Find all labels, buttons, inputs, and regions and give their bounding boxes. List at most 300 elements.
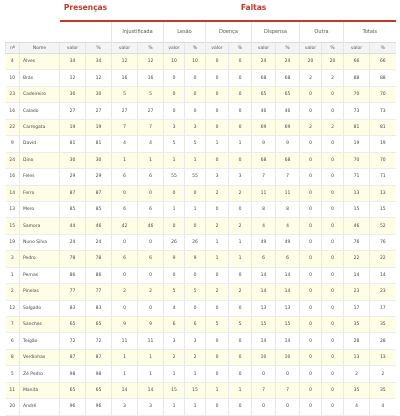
table-row[interactable] xyxy=(6,251,396,267)
cell-injustificada-pct: 6 xyxy=(138,251,164,267)
cell-dispensa-valor: 14 xyxy=(252,284,276,300)
cell-presencas-pct: 87 xyxy=(86,185,112,201)
cell-lesao-pct: 0 xyxy=(185,103,206,119)
cell-lesao-pct: 55 xyxy=(185,169,206,185)
cell-dispensa-pct: 8 xyxy=(276,201,300,217)
cell-totais-pct: 81 xyxy=(370,119,396,135)
sub-header-row xyxy=(6,43,396,54)
cell-dispensa-pct: 65 xyxy=(276,86,300,102)
cell-outra-valor: 2 xyxy=(300,119,322,135)
cell-dispensa-valor: 65 xyxy=(252,86,276,102)
cell-lesao-valor: 4 xyxy=(164,300,185,316)
cell-totais-pct: 2 xyxy=(370,366,396,382)
cell-doenca-valor: 2 xyxy=(206,185,229,201)
cell-injustificada-valor: 11 xyxy=(112,333,138,349)
table-row[interactable] xyxy=(6,382,396,398)
cell-player-name: Dino xyxy=(20,152,60,168)
cell-dispensa-valor: 0 xyxy=(252,366,276,382)
cell-number: 16 xyxy=(6,169,20,185)
cell-injustificada-pct: 1 xyxy=(138,349,164,365)
cell-lesao-valor: 26 xyxy=(164,234,185,250)
cell-doenca-valor: 0 xyxy=(206,366,229,382)
cell-doenca-pct: 0 xyxy=(229,54,252,70)
cell-doenca-valor: 0 xyxy=(206,399,229,415)
cell-totais-pct: 70 xyxy=(370,152,396,168)
cell-totais-pct: 14 xyxy=(370,267,396,283)
table-row[interactable] xyxy=(6,185,396,201)
cell-outra-valor: 0 xyxy=(300,201,322,217)
cell-outra-pct: 0 xyxy=(322,218,344,234)
cell-player-name: Nuno Silva xyxy=(20,234,60,250)
cell-lesao-pct: 1 xyxy=(185,152,206,168)
cell-doenca-pct: 0 xyxy=(229,119,252,135)
cell-number: 3 xyxy=(6,251,20,267)
cell-doenca-pct: 0 xyxy=(229,349,252,365)
cell-outra-pct: 2 xyxy=(322,70,344,86)
cell-dispensa-valor: 24 xyxy=(252,54,276,70)
cell-dispensa-pct: 69 xyxy=(276,119,300,135)
table-row[interactable] xyxy=(6,284,396,300)
table-row[interactable] xyxy=(6,300,396,316)
cell-dispensa-pct: 68 xyxy=(276,152,300,168)
cell-number: 1 xyxy=(6,267,20,283)
cell-doenca-pct: 0 xyxy=(229,152,252,168)
cell-doenca-valor: 0 xyxy=(206,119,229,135)
cell-totais-valor: 23 xyxy=(344,284,370,300)
cell-presencas-valor: 65 xyxy=(60,382,86,398)
cell-dispensa-valor: 13 xyxy=(252,300,276,316)
cell-presencas-valor: 72 xyxy=(60,333,86,349)
cell-dispensa-valor: 14 xyxy=(252,333,276,349)
cell-totais-pct: 23 xyxy=(370,284,396,300)
cell-totais-valor: 66 xyxy=(344,54,370,70)
cell-injustificada-valor: 12 xyxy=(112,54,138,70)
cell-injustificada-valor: 6 xyxy=(112,251,138,267)
cell-doenca-pct: 0 xyxy=(229,103,252,119)
cell-presencas-valor: 24 xyxy=(60,234,86,250)
cell-dispensa-valor: 6 xyxy=(252,251,276,267)
cell-lesao-valor: 0 xyxy=(164,70,185,86)
cell-number: 7 xyxy=(6,317,20,333)
cell-presencas-pct: 34 xyxy=(86,54,112,70)
cell-injustificada-pct: 0 xyxy=(138,300,164,316)
table-row[interactable] xyxy=(6,267,396,283)
cell-outra-valor: 0 xyxy=(300,251,322,267)
cell-injustificada-pct: 6 xyxy=(138,169,164,185)
cell-dispensa-valor: 0 xyxy=(252,399,276,415)
cell-presencas-pct: 24 xyxy=(86,234,112,250)
cell-dispensa-pct: 49 xyxy=(276,234,300,250)
cell-dispensa-pct: 14 xyxy=(276,284,300,300)
cell-lesao-valor: 15 xyxy=(164,382,185,398)
cell-presencas-pct: 96 xyxy=(86,399,112,415)
table-row[interactable] xyxy=(6,103,396,119)
table-row[interactable] xyxy=(6,201,396,217)
table-row[interactable] xyxy=(6,234,396,250)
cell-totais-pct: 4 xyxy=(370,399,396,415)
cell-outra-pct: 0 xyxy=(322,152,344,168)
table-row[interactable] xyxy=(6,54,396,70)
cell-presencas-valor: 98 xyxy=(60,366,86,382)
cell-lesao-valor: 0 xyxy=(164,218,185,234)
cell-lesao-pct: 15 xyxy=(185,382,206,398)
category-doenca[interactable]: Doença xyxy=(206,21,252,43)
table-row[interactable] xyxy=(6,333,396,349)
cell-totais-valor: 35 xyxy=(344,317,370,333)
cell-outra-pct: 0 xyxy=(322,267,344,283)
cell-dispensa-valor: 11 xyxy=(252,185,276,201)
cell-dispensa-pct: 7 xyxy=(276,382,300,398)
cell-doenca-valor: 0 xyxy=(206,103,229,119)
group-header-presencas[interactable]: Presenças xyxy=(60,3,112,21)
cell-number: 14 xyxy=(6,185,20,201)
table-row[interactable] xyxy=(6,169,396,185)
cell-presencas-valor: 87 xyxy=(60,185,86,201)
cell-totais-pct: 70 xyxy=(370,86,396,102)
cell-outra-pct: 0 xyxy=(322,86,344,102)
table-body xyxy=(6,54,396,416)
column-header-dispensa-pct[interactable]: % xyxy=(276,43,300,54)
cell-totais-valor: 70 xyxy=(344,152,370,168)
cell-dispensa-valor: 8 xyxy=(252,201,276,217)
cell-doenca-valor: 2 xyxy=(206,218,229,234)
cell-outra-pct: 0 xyxy=(322,399,344,415)
cell-presencas-pct: 87 xyxy=(86,349,112,365)
cell-doenca-valor: 1 xyxy=(206,382,229,398)
cell-presencas-pct: 81 xyxy=(86,136,112,152)
table-row[interactable] xyxy=(6,349,396,365)
cell-presencas-valor: 19 xyxy=(60,119,86,135)
cell-dispensa-valor: 9 xyxy=(252,136,276,152)
cell-lesao-valor: 0 xyxy=(164,185,185,201)
cell-dispensa-valor: 68 xyxy=(252,70,276,86)
cell-outra-pct: 0 xyxy=(322,169,344,185)
cell-dispensa-valor: 15 xyxy=(252,317,276,333)
cell-presencas-pct: 46 xyxy=(86,218,112,234)
cell-player-name: Ferro xyxy=(20,185,60,201)
table-row[interactable] xyxy=(6,136,396,152)
cell-presencas-valor: 30 xyxy=(60,152,86,168)
cell-presencas-valor: 86 xyxy=(60,267,86,283)
cell-doenca-valor: 2 xyxy=(206,284,229,300)
cell-lesao-pct: 26 xyxy=(185,234,206,250)
cell-doenca-pct: 0 xyxy=(229,86,252,102)
cell-outra-valor: 0 xyxy=(300,366,322,382)
cell-number: 24 xyxy=(6,152,20,168)
cell-dispensa-valor: 7 xyxy=(252,169,276,185)
category-header-row xyxy=(6,21,396,43)
cell-lesao-valor: 1 xyxy=(164,152,185,168)
cell-number: 19 xyxy=(6,234,20,250)
cell-doenca-pct: 0 xyxy=(229,267,252,283)
cell-injustificada-pct: 6 xyxy=(138,201,164,217)
cell-presencas-pct: 98 xyxy=(86,366,112,382)
cell-doenca-valor: 0 xyxy=(206,333,229,349)
cell-player-name: Teigão xyxy=(20,333,60,349)
cell-totais-valor: 70 xyxy=(344,86,370,102)
cell-totais-pct: 28 xyxy=(370,333,396,349)
cell-doenca-pct: 1 xyxy=(229,234,252,250)
cell-doenca-pct: 5 xyxy=(229,317,252,333)
cell-lesao-valor: 55 xyxy=(164,169,185,185)
table-row[interactable] xyxy=(6,399,396,415)
cell-doenca-pct: 0 xyxy=(229,399,252,415)
cell-outra-pct: 0 xyxy=(322,201,344,217)
cell-injustificada-pct: 0 xyxy=(138,267,164,283)
cell-totais-valor: 46 xyxy=(344,218,370,234)
group-header-faltas[interactable]: Faltas xyxy=(112,3,396,21)
cell-injustificada-valor: 14 xyxy=(112,382,138,398)
cell-lesao-pct: 0 xyxy=(185,218,206,234)
cell-player-name: Brás xyxy=(20,70,60,86)
cell-totais-pct: 15 xyxy=(370,201,396,217)
cell-presencas-pct: 30 xyxy=(86,152,112,168)
cell-presencas-pct: 12 xyxy=(86,70,112,86)
cell-dispensa-valor: 49 xyxy=(252,234,276,250)
cell-injustificada-valor: 6 xyxy=(112,201,138,217)
table-row[interactable] xyxy=(6,218,396,234)
cell-totais-valor: 19 xyxy=(344,136,370,152)
cell-presencas-valor: 44 xyxy=(60,218,86,234)
category-lesao[interactable]: Lesão xyxy=(164,21,206,43)
cell-doenca-valor: 1 xyxy=(206,234,229,250)
cell-dispensa-pct: 14 xyxy=(276,333,300,349)
cell-injustificada-valor: 2 xyxy=(112,284,138,300)
cell-outra-valor: 0 xyxy=(300,333,322,349)
cell-outra-valor: 2 xyxy=(300,70,322,86)
cell-presencas-valor: 12 xyxy=(60,70,86,86)
category-outra[interactable]: Outra xyxy=(300,21,344,43)
cell-dispensa-pct: 4 xyxy=(276,218,300,234)
group-header-spacer xyxy=(6,3,60,21)
cell-presencas-pct: 65 xyxy=(86,317,112,333)
cell-presencas-valor: 78 xyxy=(60,251,86,267)
cell-lesao-pct: 10 xyxy=(185,54,206,70)
cell-presencas-valor: 83 xyxy=(60,300,86,316)
column-header-outra-pct[interactable]: % xyxy=(322,43,344,54)
cell-injustificada-pct: 1 xyxy=(138,366,164,382)
cell-doenca-pct: 2 xyxy=(229,218,252,234)
cell-presencas-valor: 65 xyxy=(60,317,86,333)
cell-outra-pct: 20 xyxy=(322,54,344,70)
cell-dispensa-pct: 0 xyxy=(276,366,300,382)
cell-lesao-pct: 5 xyxy=(185,136,206,152)
cell-injustificada-valor: 6 xyxy=(112,169,138,185)
cell-doenca-valor: 0 xyxy=(206,152,229,168)
cell-outra-pct: 0 xyxy=(322,136,344,152)
cell-totais-valor: 81 xyxy=(344,119,370,135)
column-header-presencas-pct[interactable]: % xyxy=(86,43,112,54)
cell-outra-valor: 0 xyxy=(300,267,322,283)
cell-outra-pct: 0 xyxy=(322,185,344,201)
column-header-lesao-pct[interactable]: % xyxy=(185,43,206,54)
column-header-totais-valor[interactable]: valor xyxy=(344,43,370,54)
category-injustificada[interactable]: Injustificada xyxy=(112,21,164,43)
cell-doenca-pct: 1 xyxy=(229,136,252,152)
cell-dispensa-pct: 24 xyxy=(276,54,300,70)
cell-injustificada-valor: 5 xyxy=(112,86,138,102)
cell-player-name: Samora xyxy=(20,218,60,234)
cell-injustificada-valor: 0 xyxy=(112,267,138,283)
column-header-outra-valor[interactable]: valor xyxy=(300,43,322,54)
cell-presencas-valor: 85 xyxy=(60,201,86,217)
cell-lesao-valor: 1 xyxy=(164,201,185,217)
table-row[interactable] xyxy=(6,119,396,135)
cell-injustificada-pct: 1 xyxy=(138,152,164,168)
cell-presencas-pct: 77 xyxy=(86,284,112,300)
cell-outra-pct: 0 xyxy=(322,103,344,119)
cell-injustificada-pct: 3 xyxy=(138,399,164,415)
cell-dispensa-pct: 13 xyxy=(276,300,300,316)
cell-lesao-valor: 5 xyxy=(164,136,185,152)
cell-presencas-valor: 87 xyxy=(60,349,86,365)
cell-lesao-valor: 1 xyxy=(164,399,185,415)
cell-presencas-pct: 27 xyxy=(86,103,112,119)
cell-player-name: Sanches xyxy=(20,317,60,333)
cell-totais-pct: 52 xyxy=(370,218,396,234)
cell-dispensa-valor: 7 xyxy=(252,382,276,398)
cell-injustificada-valor: 9 xyxy=(112,317,138,333)
cell-lesao-valor: 3 xyxy=(164,333,185,349)
cell-totais-pct: 76 xyxy=(370,234,396,250)
cell-doenca-pct: 0 xyxy=(229,366,252,382)
cell-totais-pct: 13 xyxy=(370,185,396,201)
table-row[interactable] xyxy=(6,366,396,382)
cell-presencas-pct: 83 xyxy=(86,300,112,316)
cell-dispensa-valor: 4 xyxy=(252,218,276,234)
cell-presencas-valor: 81 xyxy=(60,136,86,152)
cell-doenca-pct: 1 xyxy=(229,382,252,398)
cell-outra-valor: 0 xyxy=(300,399,322,415)
cell-presencas-valor: 27 xyxy=(60,103,86,119)
cell-number: 8 xyxy=(6,349,20,365)
table-row[interactable] xyxy=(6,317,396,333)
table-row[interactable] xyxy=(6,152,396,168)
cell-dispensa-pct: 9 xyxy=(276,136,300,152)
cell-doenca-valor: 0 xyxy=(206,86,229,102)
group-header-row xyxy=(6,3,396,21)
cell-presencas-valor: 30 xyxy=(60,86,86,102)
cell-injustificada-valor: 1 xyxy=(112,349,138,365)
cell-player-name: Pedro xyxy=(20,251,60,267)
cell-number: 6 xyxy=(6,333,20,349)
column-header-doenca-valor[interactable]: valor xyxy=(206,43,229,54)
cell-lesao-pct: 1 xyxy=(185,201,206,217)
cell-player-name: André xyxy=(20,399,60,415)
cell-injustificada-valor: 3 xyxy=(112,399,138,415)
cell-presencas-pct: 29 xyxy=(86,169,112,185)
column-header-totais-pct[interactable]: % xyxy=(370,43,396,54)
cell-number: 10 xyxy=(6,70,20,86)
cell-outra-valor: 0 xyxy=(300,218,322,234)
cell-doenca-pct: 0 xyxy=(229,300,252,316)
column-header-number[interactable]: nº xyxy=(6,43,20,54)
category-dispensa[interactable]: Dispensa xyxy=(252,21,300,43)
cell-injustificada-pct: 46 xyxy=(138,218,164,234)
cell-presencas-valor: 77 xyxy=(60,284,86,300)
cell-outra-valor: 0 xyxy=(300,234,322,250)
cell-doenca-pct: 2 xyxy=(229,185,252,201)
cell-dispensa-pct: 15 xyxy=(276,317,300,333)
cell-totais-valor: 28 xyxy=(344,333,370,349)
cell-lesao-pct: 2 xyxy=(185,349,206,365)
cell-totais-valor: 76 xyxy=(344,234,370,250)
cell-injustificada-pct: 2 xyxy=(138,284,164,300)
cell-lesao-pct: 5 xyxy=(185,284,206,300)
cell-lesao-pct: 9 xyxy=(185,251,206,267)
cell-totais-pct: 35 xyxy=(370,382,396,398)
cell-totais-pct: 13 xyxy=(370,349,396,365)
cell-injustificada-valor: 1 xyxy=(112,152,138,168)
cell-dispensa-valor: 68 xyxy=(252,152,276,168)
cell-outra-valor: 0 xyxy=(300,169,322,185)
cell-dispensa-pct: 10 xyxy=(276,349,300,365)
column-header-injustificada-valor[interactable]: valor xyxy=(112,43,138,54)
category-spacer xyxy=(6,21,60,43)
cell-presencas-valor: 34 xyxy=(60,54,86,70)
cell-outra-pct: 0 xyxy=(322,349,344,365)
column-header-lesao-valor[interactable]: valor xyxy=(164,43,185,54)
cell-player-name: David xyxy=(20,136,60,152)
cell-totais-pct: 22 xyxy=(370,251,396,267)
cell-lesao-pct: 1 xyxy=(185,366,206,382)
cell-injustificada-pct: 0 xyxy=(138,234,164,250)
cell-lesao-valor: 10 xyxy=(164,54,185,70)
cell-lesao-valor: 9 xyxy=(164,251,185,267)
cell-totais-valor: 2 xyxy=(344,366,370,382)
table-row[interactable] xyxy=(6,86,396,102)
cell-totais-pct: 66 xyxy=(370,54,396,70)
cell-doenca-valor: 1 xyxy=(206,136,229,152)
cell-totais-valor: 88 xyxy=(344,70,370,86)
cell-totais-pct: 19 xyxy=(370,136,396,152)
category-totais[interactable]: Totais xyxy=(344,21,396,43)
cell-totais-valor: 15 xyxy=(344,201,370,217)
cell-dispensa-pct: 7 xyxy=(276,169,300,185)
column-header-name[interactable]: Nome xyxy=(20,43,60,54)
cell-lesao-valor: 0 xyxy=(164,86,185,102)
cell-injustificada-valor: 0 xyxy=(112,185,138,201)
cell-totais-valor: 4 xyxy=(344,399,370,415)
cell-injustificada-valor: 4 xyxy=(112,136,138,152)
column-header-dispensa-valor[interactable]: valor xyxy=(252,43,276,54)
cell-lesao-pct: 1 xyxy=(185,399,206,415)
column-header-presencas-valor[interactable]: valor xyxy=(60,43,86,54)
column-header-doenca-pct[interactable]: % xyxy=(229,43,252,54)
cell-injustificada-pct: 14 xyxy=(138,382,164,398)
cell-doenca-pct: 0 xyxy=(229,70,252,86)
cell-number: 13 xyxy=(6,201,20,217)
column-header-injustificada-pct[interactable]: % xyxy=(138,43,164,54)
cell-lesao-pct: 6 xyxy=(185,317,206,333)
cell-player-name: Manita xyxy=(20,382,60,398)
cell-lesao-valor: 0 xyxy=(164,267,185,283)
cell-outra-valor: 0 xyxy=(300,300,322,316)
cell-doenca-valor: 1 xyxy=(206,251,229,267)
cell-outra-pct: 0 xyxy=(322,317,344,333)
cell-outra-pct: 0 xyxy=(322,366,344,382)
cell-number: 16 xyxy=(6,103,20,119)
cell-injustificada-pct: 4 xyxy=(138,136,164,152)
table-row[interactable] xyxy=(6,70,396,86)
cell-lesao-pct: 0 xyxy=(185,185,206,201)
cell-doenca-valor: 3 xyxy=(206,169,229,185)
cell-outra-pct: 0 xyxy=(322,234,344,250)
cell-injustificada-pct: 9 xyxy=(138,317,164,333)
cell-injustificada-valor: 7 xyxy=(112,119,138,135)
cell-totais-valor: 73 xyxy=(344,103,370,119)
cell-outra-valor: 0 xyxy=(300,284,322,300)
